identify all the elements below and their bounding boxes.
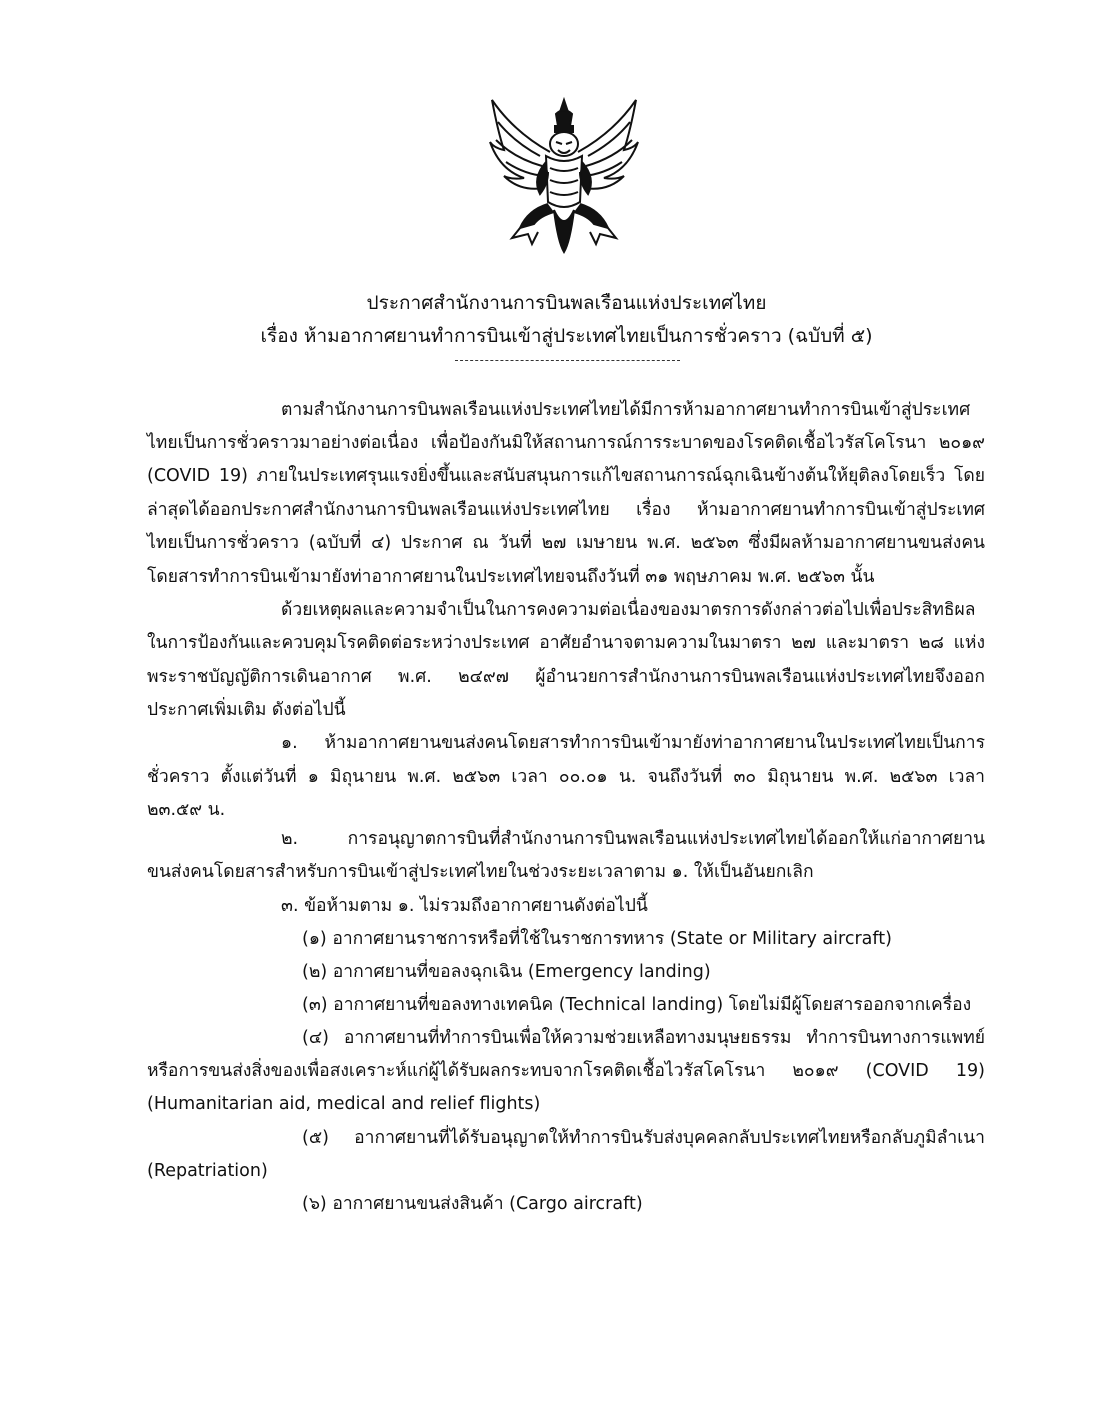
title-divider: [455, 360, 680, 361]
announcement-title: ประกาศสำนักงานการบินพลเรือนแห่งประเทศไทย: [366, 292, 767, 314]
body-line: ในการป้องกันและควบคุมโรคติดต่อระหว่างประเทศ อาศัยอำนาจตามความในมาตรา ๒๗ และมาตรา ๒๘ แห่ง: [147, 633, 985, 653]
announcement-subject: เรื่อง ห้ามอากาศยานทำการบินเข้าสู่ประเทศไทยเป็นการชั่วคราว (ฉบับที่ ๕): [260, 325, 873, 347]
garuda-emblem-icon: [484, 92, 644, 258]
body-line: ประกาศเพิ่มเติม ดังต่อไปนี้: [147, 700, 346, 720]
body-line: ไทยเป็นการชั่วคราว (ฉบับที่ ๔) ประกาศ ณ วันที่ ๒๗ เมษายน พ.ศ. ๒๕๖๓ ซึ่งมีผลห้ามอากาศยานขนส่งคน: [147, 533, 985, 553]
body-line: โดยสารทำการบินเข้ามายังท่าอากาศยานในประเทศไทยจนถึงวันที่ ๓๑ พฤษภาคม พ.ศ. ๒๕๖๓ นั้น: [147, 567, 875, 587]
body-line: ๒๓.๕๙ น.: [147, 800, 226, 820]
exception-item-6: (๖) อากาศยานขนส่งสินค้า (Cargo aircraft): [302, 1194, 643, 1214]
clause-1: ๑. ห้ามอากาศยานขนส่งคนโดยสารทำการบินเข้ามายังท่าอากาศยานในประเทศไทยเป็นการ: [281, 733, 985, 753]
body-line: ไทยเป็นการชั่วคราวมาอย่างต่อเนื่อง เพื่อป้องกันมิให้สถานการณ์การระบาดของโรคติดเชื้อไวรัสโคโรนา ๒๐๑๙: [147, 433, 985, 453]
body-line: (COVID 19) ภายในประเทศรุนแรงยิ่งขึ้นและสนับสนุนการแก้ไขสถานการณ์ฉุกเฉินข้างต้นให้ยุติลงโดยเร็ว โดย: [147, 466, 985, 486]
body-line: หรือการขนส่งสิ่งของเพื่อสงเคราะห์แก่ผู้ได้รับผลกระทบจากโรคติดเชื้อไวรัสโคโรนา ๒๐๑๙ (COVID 19): [147, 1061, 985, 1081]
body-line: ด้วยเหตุผลและความจำเป็นในการคงความต่อเนื่องของมาตรการดังกล่าวต่อไปเพื่อประสิทธิผล: [281, 600, 976, 620]
body-line: ล่าสุดได้ออกประกาศสำนักงานการบินพลเรือนแห่งประเทศไทย เรื่อง ห้ามอากาศยานทำการบินเข้าสู่ประเทศ: [147, 500, 985, 520]
body-line: ตามสำนักงานการบินพลเรือนแห่งประเทศไทยได้มีการห้ามอากาศยานทำการบินเข้าสู่ประเทศ: [281, 400, 971, 420]
body-line: พระราชบัญญัติการเดินอากาศ พ.ศ. ๒๔๙๗ ผู้อำนวยการสำนักงานการบินพลเรือนแห่งประเทศไทยจึงออก: [147, 667, 985, 687]
body-line: ขนส่งคนโดยสารสำหรับการบินเข้าสู่ประเทศไทยในช่วงระยะเวลาตาม ๑. ให้เป็นอันยกเลิก: [147, 862, 814, 882]
clause-2: ๒. การอนุญาตการบินที่สำนักงานการบินพลเรือนแห่งประเทศไทยได้ออกให้แก่อากาศยาน: [281, 829, 985, 849]
exception-item-4: (๔) อากาศยานที่ทำการบินเพื่อให้ความช่วยเหลือทางมนุษยธรรม ทำการบินทางการแพทย์: [302, 1028, 985, 1048]
exception-item-2: (๒) อากาศยานที่ขอลงฉุกเฉิน (Emergency landing): [302, 962, 711, 982]
clause-3: ๓. ข้อห้ามตาม ๑. ไม่รวมถึงอากาศยานดังต่อไปนี้: [281, 896, 648, 916]
body-line: (Humanitarian aid, medical and relief flights): [147, 1094, 541, 1114]
body-line: ชั่วคราว ตั้งแต่วันที่ ๑ มิถุนายน พ.ศ. ๒๕๖๓ เวลา ๐๐.๐๑ น. จนถึงวันที่ ๓๐ มิถุนายน พ.ศ. ๒๕๖๓ เวลา: [147, 767, 985, 787]
body-line: (Repatriation): [147, 1161, 268, 1181]
exception-item-1: (๑) อากาศยานราชการหรือที่ใช้ในราชการทหาร (State or Military aircraft): [302, 929, 892, 949]
exception-item-5: (๕) อากาศยานที่ได้รับอนุญาตให้ทำการบินรับส่งบุคคลกลับประเทศไทยหรือกลับภูมิลำเนา: [302, 1128, 985, 1148]
exception-item-3: (๓) อากาศยานที่ขอลงทางเทคนิค (Technical landing) โดยไม่มีผู้โดยสารออกจากเครื่อง: [302, 995, 972, 1015]
